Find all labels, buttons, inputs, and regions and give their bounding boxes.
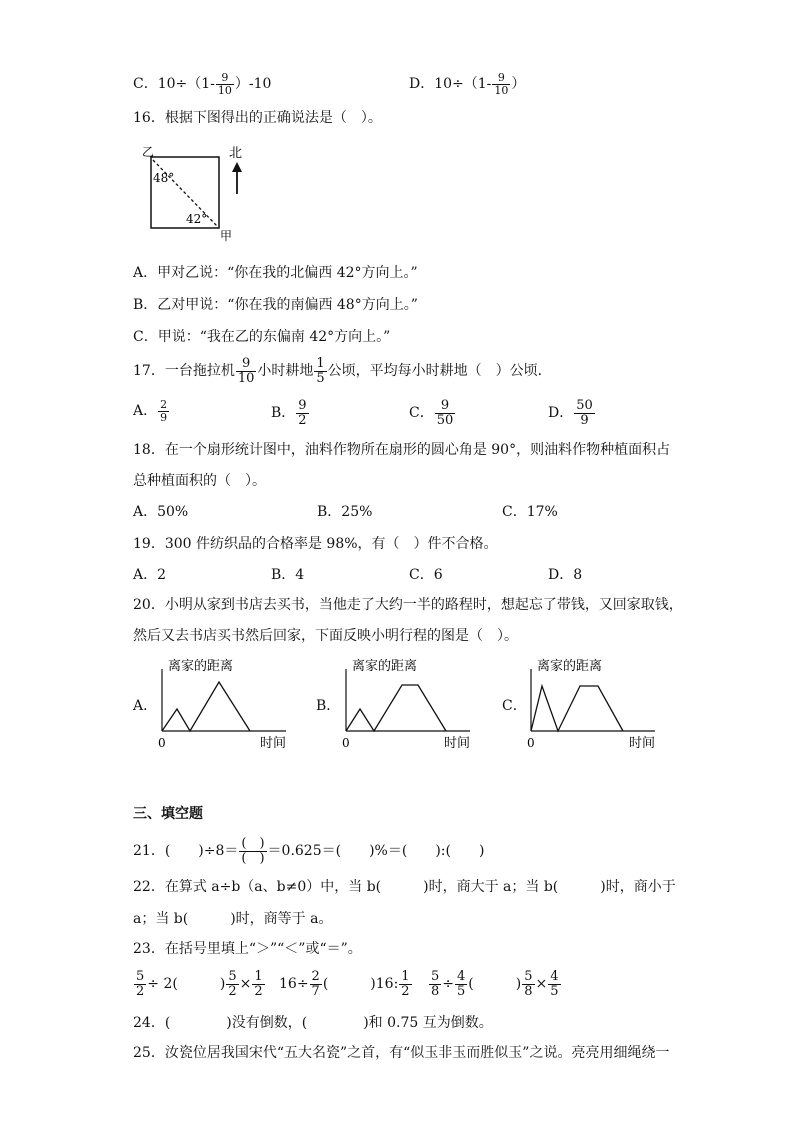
label-jia: 甲 (220, 229, 233, 243)
q24: 24．( )没有倒数，( )和 0.75 互为倒数。 (133, 1015, 493, 1031)
q23-expr-3: $\frac{5}{8}$ ÷ $\frac{4}{5}$ ( ) $\frac{5}{8}$ × $\frac{4}{5}$ (431, 969, 559, 999)
q18-option-c: C．17% (502, 504, 558, 520)
fraction: $\frac{9}{10}$ (237, 356, 255, 386)
q21: 21．( )÷8＝ $\frac{( )}{( )}$ ＝0.625＝( )%＝( ):( ) (133, 836, 485, 866)
graph-a (150, 655, 300, 755)
fraction: $\frac{5}{8}$ (524, 969, 533, 999)
q22-line2: a；当 b( )时，商等于 a。 (133, 911, 333, 927)
q19-option-a: A．2 (133, 567, 167, 583)
graph-b (334, 655, 484, 755)
q17-option-a: A． $\frac{2}{9}$ (133, 398, 168, 424)
q19-stem: 19．300 件纺织品的合格率是 98%，有（ ）件不合格。 (133, 536, 498, 552)
y-axis-label: 离家的距离 (168, 659, 234, 674)
angle-top: 48° (153, 171, 175, 185)
fraction: $\frac{2}{9}$ (160, 398, 168, 424)
distance-line (531, 686, 623, 731)
fraction: $\frac{4}{5}$ (550, 969, 559, 999)
q18-stem-line2: 总种植面积的（ ）。 (133, 473, 266, 489)
q25: 25．汝瓷位居我国宋代“五大名瓷”之首，有“似玉非玉而胜似玉”之说。亮亮用细绳绕一 (133, 1045, 670, 1061)
x-axis-label: 时间 (444, 736, 471, 751)
fraction: $\frac{50}{9}$ (576, 398, 593, 428)
q18-option-a: A．50% (133, 504, 189, 520)
fraction: $\frac{4}{5}$ (457, 969, 466, 999)
q23-expr-1: $\frac{5}{2}$ ÷ 2( ) $\frac{5}{2}$ × $\frac{1}{2}$ (136, 969, 263, 999)
q20-stem-line1: 20．小明从家到书店去买书，当他走了大约一半的路程时，想起忘了带钱，又回家取钱， (133, 597, 683, 613)
distance-line (346, 685, 446, 731)
graph-a-label: A． (133, 698, 158, 714)
fraction: $\frac{9}{10}$ (217, 71, 232, 97)
y-axis-label: 离家的距离 (352, 659, 418, 674)
q23-expr-2: 16÷ $\frac{2}{7}$ ( )16: $\frac{1}{2}$ (279, 969, 410, 999)
compass-figure (140, 140, 250, 245)
q19-option-d: D．8 (548, 567, 583, 583)
graph-c (519, 655, 669, 755)
q16-option-b: B．乙对甲说：“你在我的南偏西 48°方向上。” (133, 297, 418, 313)
section-title: 三、填空题 (133, 806, 203, 822)
fraction: $\frac{9}{10}$ (494, 71, 509, 97)
q17-option-c: C． $\frac{9}{50}$ (409, 398, 454, 428)
origin-label: 0 (158, 736, 166, 750)
arrowhead-icon (232, 162, 242, 172)
fraction: $\frac{2}{7}$ (311, 969, 320, 999)
q19-option-c: C．6 (409, 567, 443, 583)
q23-stem: 23．在括号里填上“＞”“＜”或“＝”。 (133, 941, 362, 957)
fraction: $\frac{5}{2}$ (136, 969, 145, 999)
q19-option-b: B．4 (271, 567, 305, 583)
fraction: $\frac{( )}{( )}$ (241, 836, 265, 866)
label-yi: 乙 (142, 145, 155, 159)
q18-stem-line1: 18．在一个扇形统计图中，油料作物所在扇形的圆心角是 90°，则油料作物种植面积占 (133, 442, 671, 458)
fraction: $\frac{5}{2}$ (228, 969, 237, 999)
x-axis-label: 时间 (629, 736, 656, 751)
y-axis-label: 离家的距离 (537, 659, 603, 674)
q15-option-d: D．10÷（1- $\frac{9}{10}$ ） (409, 71, 526, 97)
label-north: 北 (229, 146, 243, 161)
graph-b-label: B． (316, 698, 341, 714)
q18-option-b: B．25% (317, 504, 373, 520)
fraction: $\frac{1}{2}$ (401, 969, 410, 999)
origin-label: 0 (527, 736, 535, 750)
q17-stem: 17．一台拖拉机 $\frac{9}{10}$ 小时耕地 $\frac{1}{5}$ 公顷，平均每小时耕地（ ）公顷． (133, 356, 552, 386)
fraction: $\frac{1}{2}$ (254, 969, 263, 999)
q15-option-c: C．10÷（1- $\frac{9}{10}$ ）-10 (133, 71, 272, 97)
q22-line1: 22．在算式 a÷b（a、b≠0）中，当 b( )时，商大于 a；当 b( )时，商小于 (133, 879, 676, 895)
fraction: $\frac{5}{8}$ (431, 969, 440, 999)
q16-option-a: A．甲对乙说：“你在我的北偏西 42°方向上。” (133, 265, 418, 281)
x-axis-label: 时间 (260, 736, 287, 751)
fraction: $\frac{9}{50}$ (436, 398, 454, 428)
fraction: $\frac{9}{2}$ (298, 398, 307, 428)
angle-bottom: 42° (186, 212, 208, 226)
origin-label: 0 (342, 736, 350, 750)
dashed-diagonal (153, 160, 217, 226)
fraction: $\frac{1}{5}$ (316, 356, 325, 386)
q20-stem-line2: 然后又去书店买书然后回家，下面反映小明行程的图是（ ）。 (133, 628, 518, 644)
q16-option-c: C．甲说：“我在乙的东偏南 42°方向上。” (133, 329, 391, 345)
q17-option-d: D． $\frac{50}{9}$ (548, 398, 593, 428)
q16-stem: 16．根据下图得出的正确说法是（ ）。 (133, 110, 382, 126)
q17-option-b: B． $\frac{9}{2}$ (271, 398, 307, 428)
distance-line (162, 682, 250, 731)
graph-c-label: C． (502, 698, 527, 714)
